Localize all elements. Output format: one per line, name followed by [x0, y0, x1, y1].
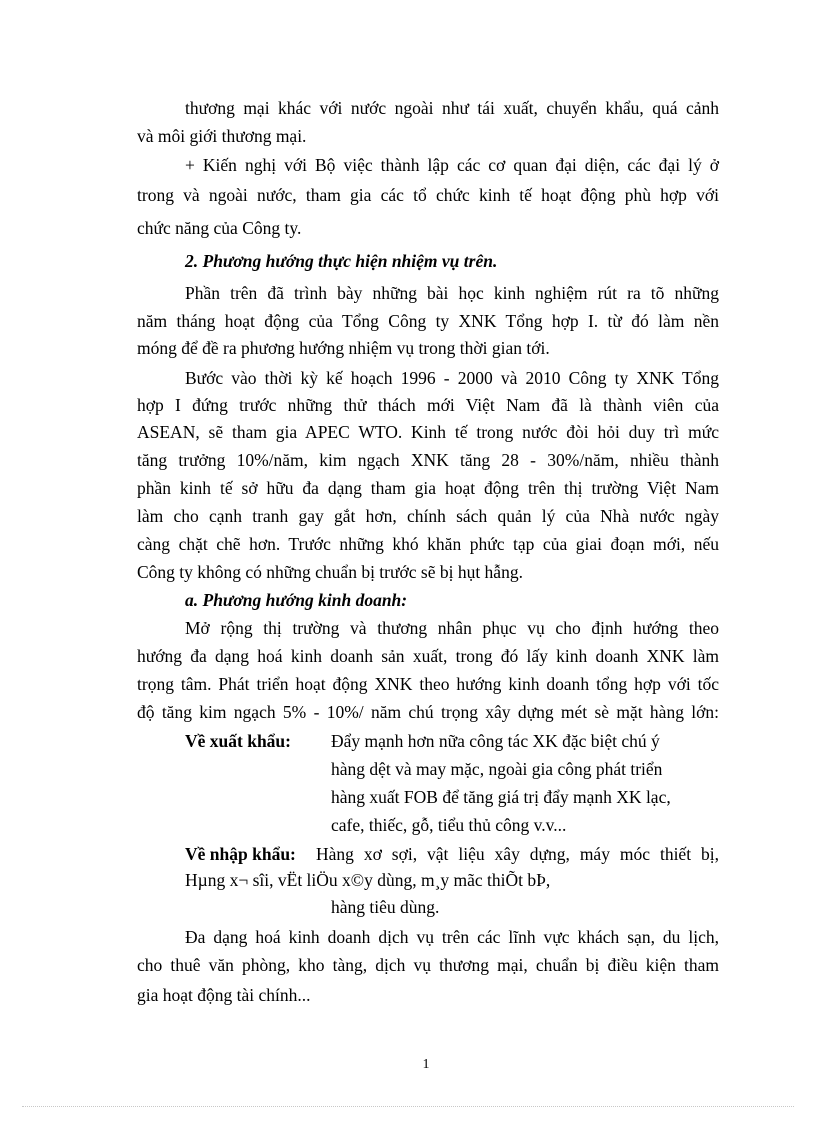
- text-line: Bước vào thời kỳ kế hoạch 1996 - 2000 và 2010 Công ty XNK Tổng: [185, 368, 719, 388]
- text-line: thương mại khác với nước ngoài như tái xuất, chuyển khẩu, quá cảnh: [185, 98, 719, 118]
- text-line: hàng tiêu dùng.: [331, 897, 440, 917]
- text-line: Hàng xơ sợi, vật liệu xây dựng, máy móc thiết bị,: [316, 844, 719, 864]
- text-line: hàng dệt và may mặc, ngoài gia công phát triển: [331, 759, 663, 779]
- text-line: Công ty không có những chuẩn bị trước sẽ bị hụt hẫng.: [137, 562, 523, 582]
- subsection-heading: a. Phương hướng kinh doanh:: [185, 590, 408, 610]
- text-line: chức năng của Công ty.: [137, 218, 302, 238]
- text-line: phần kinh tế sở hữu đa dạng tham gia hoạt động trên thị trường Việt Nam: [137, 478, 719, 498]
- text-line: độ tăng kim ngạch 5% - 10%/ năm chú trọng xây dựng mét sè mặt hàng lớn:: [137, 702, 719, 722]
- text-line: trong và ngoài nước, tham gia các tổ chức kinh tế hoạt động phù hợp với: [137, 185, 719, 205]
- text-line: Mở rộng thị trường và thương nhân phục vụ cho định hướng theo: [185, 618, 719, 638]
- text-line: ASEAN, sẽ tham gia APEC WTO. Kinh tế trong nước đòi hỏi duy trì mức: [137, 422, 719, 442]
- text-line: Đẩy mạnh hơn nữa công tác XK đặc biệt chú ý: [331, 731, 660, 751]
- section-heading: 2. Phương hướng thực hiện nhiệm vụ trên.: [185, 251, 498, 271]
- text-line: làm cho cạnh tranh gay gắt hơn, chính sách quản lý của Nhà nước ngày: [137, 506, 719, 526]
- export-label: Về xuất khẩu:: [185, 731, 291, 751]
- text-line: hướng đa dạng hoá kinh doanh sản xuất, trong đó lấy kinh doanh XNK làm: [137, 646, 719, 666]
- text-line: Đa dạng hoá kinh doanh dịch vụ trên các lĩnh vực khách sạn, du lịch,: [185, 927, 719, 947]
- text-line: + Kiến nghị với Bộ việc thành lập các cơ quan đại diện, các đại lý ở: [185, 155, 719, 175]
- text-line: và môi giới thương mại.: [137, 126, 307, 146]
- text-line: hàng xuất FOB để tăng giá trị đẩy mạnh XK lạc,: [331, 787, 671, 807]
- import-label: Về nhập khẩu:: [185, 844, 296, 864]
- text-line: càng chặt chẽ hơn. Trước những khó khăn phức tạp của giai đoạn mới, nếu: [137, 534, 719, 554]
- text-line: hợp I đứng trước những thử thách mới Việt Nam đã là thành viên của: [137, 395, 719, 415]
- text-line: móng để đề ra phương hướng nhiệm vụ trong thời gian tới.: [137, 338, 550, 358]
- text-line: cho thuê văn phòng, kho tàng, dịch vụ thương mại, chuẩn bị điều kiện tham: [137, 955, 719, 975]
- text-line: cafe, thiếc, gỗ, tiểu thủ công v.v...: [331, 815, 567, 835]
- text-line: năm tháng hoạt động của Tổng Công ty XNK Tổng hợp I. từ đó làm nền: [137, 311, 719, 331]
- text-line-garbled: Hµng x¬ sîi, vËt liÖu x©y dùng, m¸y mãc thiÕt bÞ,: [185, 870, 551, 890]
- footer-divider: [22, 1106, 794, 1107]
- text-line: trọng tâm. Phát triển hoạt động XNK theo hướng kinh doanh tổng hợp với tốc: [137, 674, 719, 694]
- text-line: Phần trên đã trình bày những bài học kinh nghiệm rút ra tõ những: [185, 283, 719, 303]
- page-number: 1: [422, 1057, 430, 1072]
- text-line: tăng trưởng 10%/năm, kim ngạch XNK tăng 28 - 30%/năm, nhiều thành: [137, 450, 719, 470]
- text-line: gia hoạt động tài chính...: [137, 985, 311, 1005]
